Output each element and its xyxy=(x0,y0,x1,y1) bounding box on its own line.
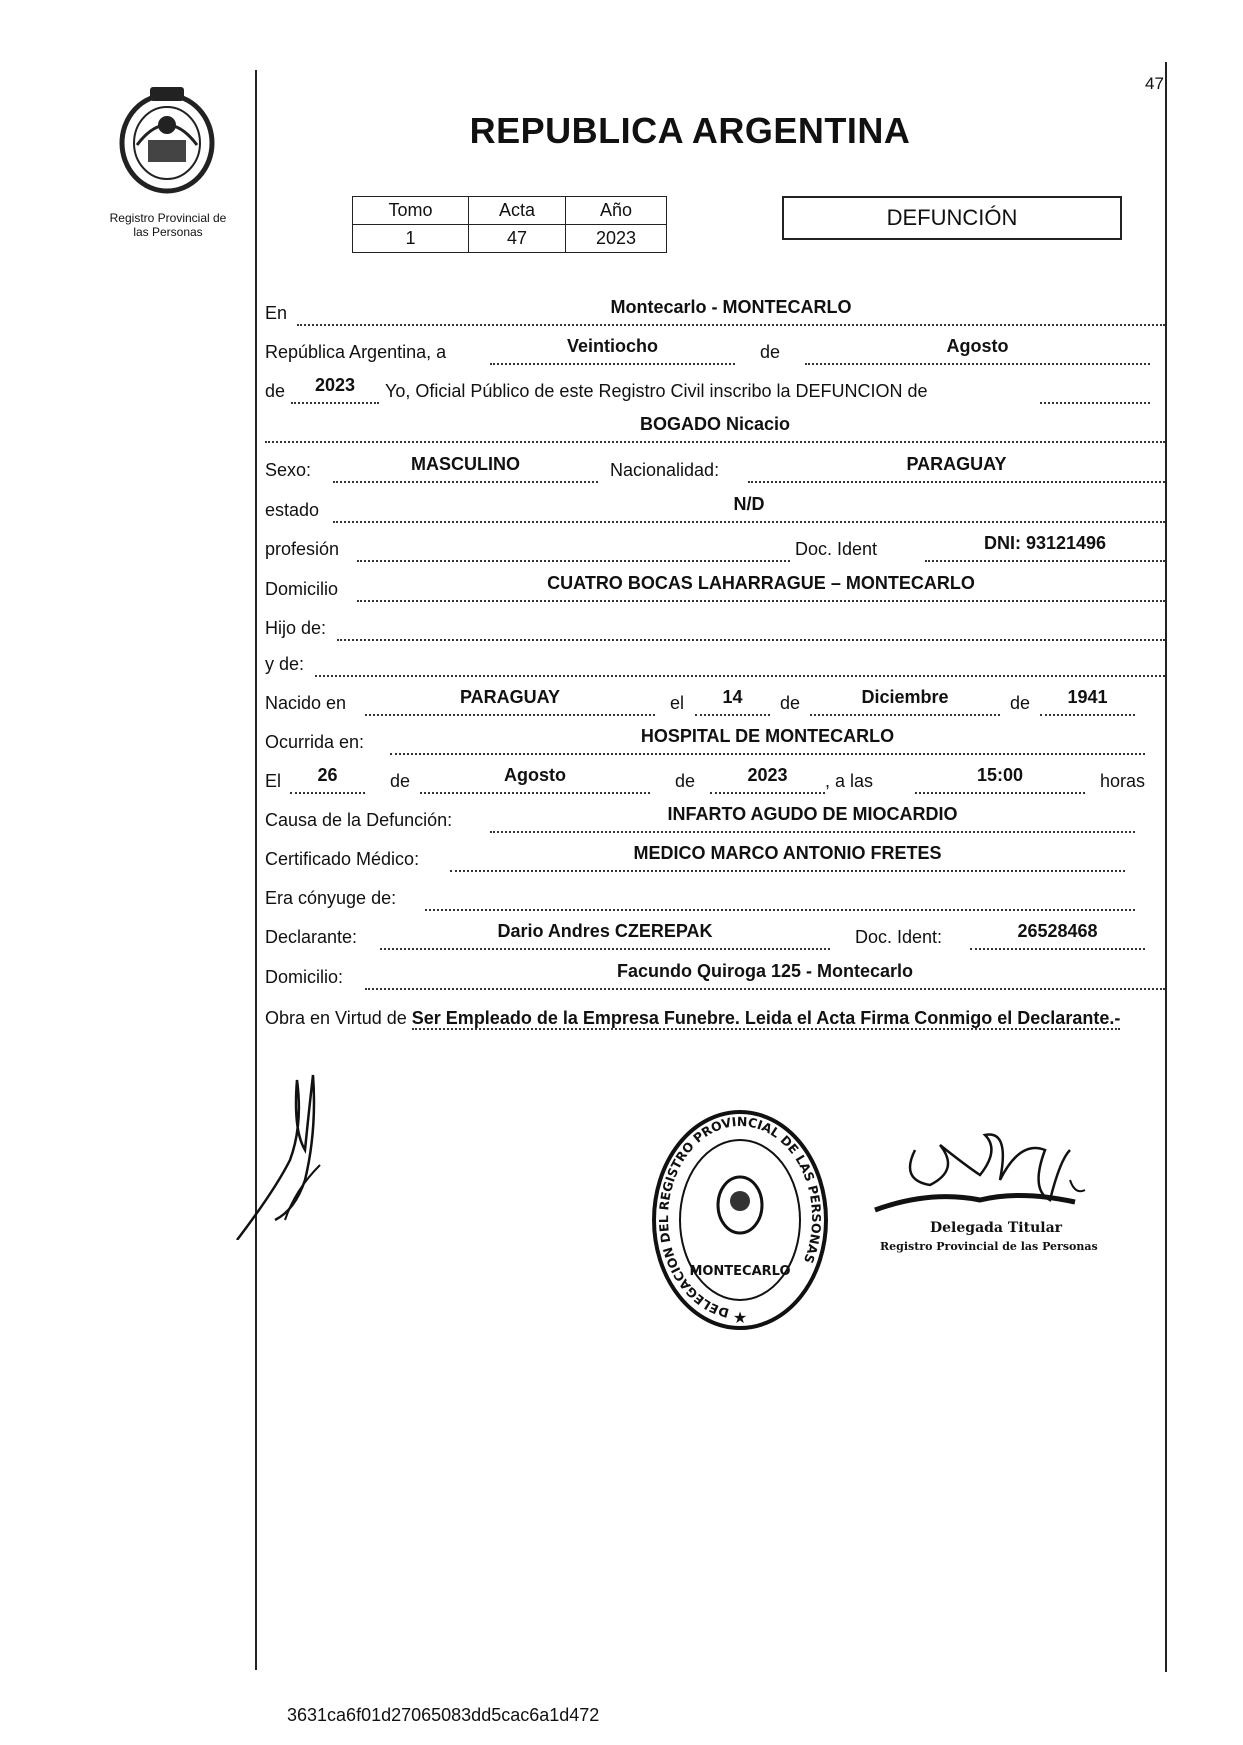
row-year-oficial xyxy=(265,370,1165,406)
acta-header: Acta xyxy=(469,197,566,225)
death-time-value: 15:00 xyxy=(976,765,1024,785)
domicilio2-field xyxy=(365,958,1165,990)
deceased-name-field xyxy=(265,411,1165,443)
birth-month-field xyxy=(810,684,1000,716)
row-domicilio xyxy=(265,568,1165,604)
alas-label: , a las xyxy=(825,771,874,791)
republica-label: República Argentina, a xyxy=(265,342,447,362)
row-place xyxy=(265,292,1165,328)
oficial-trailing-field xyxy=(1040,372,1150,404)
conyuge-field xyxy=(425,879,1135,911)
domicilio-label: Domicilio xyxy=(265,579,339,599)
page-number: 47 xyxy=(1145,74,1164,93)
yde-label: y de: xyxy=(265,654,305,674)
nacido-en-field xyxy=(365,684,655,716)
declarante-label: Declarante: xyxy=(265,927,358,947)
oficial-text: Yo, Oficial Público de este Registro Civil inscribo la DEFUNCION de xyxy=(385,381,928,401)
birth-month-value: Diciembre xyxy=(861,687,949,707)
stamp-line1: Delegada Titular xyxy=(930,1220,1063,1236)
declarante-doc-value: 26528468 xyxy=(1017,921,1098,941)
seal-text: DELEGACION DEL REGISTRO PROVINCIAL DE LAS PERSONAS xyxy=(656,1113,825,1321)
el-death-label: El xyxy=(265,771,282,791)
obra-label: Obra en Virtud de xyxy=(265,1008,407,1028)
conyuge-label: Era cónyuge de: xyxy=(265,888,397,908)
causa-label: Causa de la Defunción: xyxy=(265,810,453,830)
de-birth-month-label: de xyxy=(780,693,801,713)
record-index-header-row xyxy=(353,197,667,225)
left-margin-line xyxy=(255,70,257,1670)
nacionalidad-label: Nacionalidad: xyxy=(610,460,720,480)
de-death-year-label: de xyxy=(675,771,696,791)
en-label: En xyxy=(265,303,288,323)
anio-value: 2023 xyxy=(566,225,667,253)
row-declarante xyxy=(265,916,1165,952)
declarante-doc-label: Doc. Ident: xyxy=(855,927,943,947)
declarant-signature xyxy=(235,1070,355,1240)
row-domicilio-declarante xyxy=(265,956,1165,992)
official-signature xyxy=(870,1120,1120,1270)
death-time-field xyxy=(915,762,1085,794)
anio-header: Año xyxy=(566,197,667,225)
acta-value: 47 xyxy=(469,225,566,253)
deceased-name-value: BOGADO Nicacio xyxy=(639,414,791,434)
seal-locality: MONTECARLO xyxy=(689,1264,791,1279)
place-field xyxy=(297,294,1165,326)
obra-paragraph xyxy=(265,1003,1165,1034)
domicilio-value: CUATRO BOCAS LAHARRAGUE – MONTECARLO xyxy=(547,573,975,593)
year-value: 2023 xyxy=(314,375,356,395)
sexo-value: MASCULINO xyxy=(411,454,520,474)
obra-text: Ser Empleado de la Empresa Funebre. Leida el Acta Firma Conmigo el Declarante.- xyxy=(411,1008,1121,1028)
row-nacido xyxy=(265,682,1165,718)
hijo-field xyxy=(337,609,1165,641)
seal-star-icon: ★ xyxy=(732,1310,748,1327)
nacionalidad-field xyxy=(748,451,1165,483)
death-year-value: 2023 xyxy=(747,765,788,785)
nacionalidad-value: PARAGUAY xyxy=(906,454,1007,474)
day-words-field xyxy=(490,333,735,365)
sexo-field xyxy=(333,451,598,483)
record-index-table xyxy=(352,196,667,253)
doc-ident-label: Doc. Ident xyxy=(795,539,878,559)
birth-year-field xyxy=(1040,684,1135,716)
death-day-field xyxy=(290,762,365,794)
row-conyuge xyxy=(265,877,1165,913)
row-hijo xyxy=(265,607,1165,643)
page-title: REPUBLICA ARGENTINA xyxy=(469,110,911,151)
hijo-label: Hijo de: xyxy=(265,618,327,638)
de-label: de xyxy=(760,342,781,362)
row-death-date xyxy=(265,760,1165,796)
el-label: el xyxy=(670,693,685,713)
declarante-field xyxy=(380,918,830,950)
row-date xyxy=(265,331,1165,367)
row-deceased-name xyxy=(265,409,1165,445)
document-hash: 3631ca6f01d27065083dd5cac6a1d472 xyxy=(287,1705,600,1725)
declarante-doc-field xyxy=(970,918,1145,950)
record-index-value-row xyxy=(353,225,667,253)
death-year-field xyxy=(710,762,825,794)
estado-value: N/D xyxy=(733,494,765,514)
row-ocurrida xyxy=(265,721,1165,757)
profesion-field xyxy=(357,530,790,562)
stamp-line2: Registro Provincial de las Personas xyxy=(880,1240,1098,1253)
de-year-label: de xyxy=(265,381,286,401)
death-month-value: Agosto xyxy=(504,765,566,785)
doc-ident-value: DNI: 93121496 xyxy=(983,533,1107,553)
estado-field xyxy=(333,491,1165,523)
doc-ident-field xyxy=(925,530,1165,562)
registry-caption-line1: Registro Provincial de xyxy=(109,211,227,225)
causa-value: INFARTO AGUDO DE MIOCARDIO xyxy=(667,804,958,824)
sexo-label: Sexo: xyxy=(265,460,312,480)
causa-field xyxy=(490,801,1135,833)
domicilio2-value: Facundo Quiroga 125 - Montecarlo xyxy=(616,961,914,981)
tomo-value: 1 xyxy=(353,225,469,253)
birth-day-field xyxy=(695,684,770,716)
death-day-value: 26 xyxy=(317,765,338,785)
ocurrida-label: Ocurrida en: xyxy=(265,732,365,752)
death-month-field xyxy=(420,762,650,794)
province-shield-logo xyxy=(112,85,222,195)
row-profesion xyxy=(265,528,1165,564)
certificado-field xyxy=(450,840,1125,872)
nacido-label: Nacido en xyxy=(265,693,347,713)
official-seal xyxy=(650,1105,830,1335)
horas-label: horas xyxy=(1100,771,1146,791)
row-causa xyxy=(265,799,1165,835)
registry-caption xyxy=(88,211,248,239)
profesion-label: profesión xyxy=(265,539,340,559)
estado-label: estado xyxy=(265,500,320,520)
domicilio-field xyxy=(357,570,1165,602)
birth-day-value: 14 xyxy=(722,687,743,707)
row-estado xyxy=(265,489,1165,525)
ocurrida-field xyxy=(390,723,1145,755)
year-field xyxy=(291,372,379,404)
yde-field xyxy=(315,645,1165,677)
tomo-header: Tomo xyxy=(353,197,469,225)
month-field xyxy=(805,333,1150,365)
month-value: Agosto xyxy=(946,336,1009,356)
registry-caption-line2: las Personas xyxy=(133,225,203,239)
domicilio2-label: Domicilio: xyxy=(265,967,344,987)
certificado-value: MEDICO MARCO ANTONIO FRETES xyxy=(633,843,942,863)
nacido-en-value: PARAGUAY xyxy=(459,687,561,707)
de-birth-year-label: de xyxy=(1010,693,1031,713)
ocurrida-value: HOSPITAL DE MONTECARLO xyxy=(640,726,895,746)
right-margin-line xyxy=(1165,62,1167,1672)
declarante-value: Dario Andres CZEREPAK xyxy=(497,921,713,941)
row-certificado xyxy=(265,838,1165,874)
record-kind-box: DEFUNCIÓN xyxy=(782,196,1122,240)
day-words-value: Veintiocho xyxy=(566,336,658,356)
de-death-month-label: de xyxy=(390,771,411,791)
certificado-label: Certificado Médico: xyxy=(265,849,420,869)
row-yde xyxy=(265,643,1165,679)
row-sexo xyxy=(265,449,1165,485)
place-value: Montecarlo - MONTECARLO xyxy=(610,297,852,317)
birth-year-value: 1941 xyxy=(1067,687,1108,707)
